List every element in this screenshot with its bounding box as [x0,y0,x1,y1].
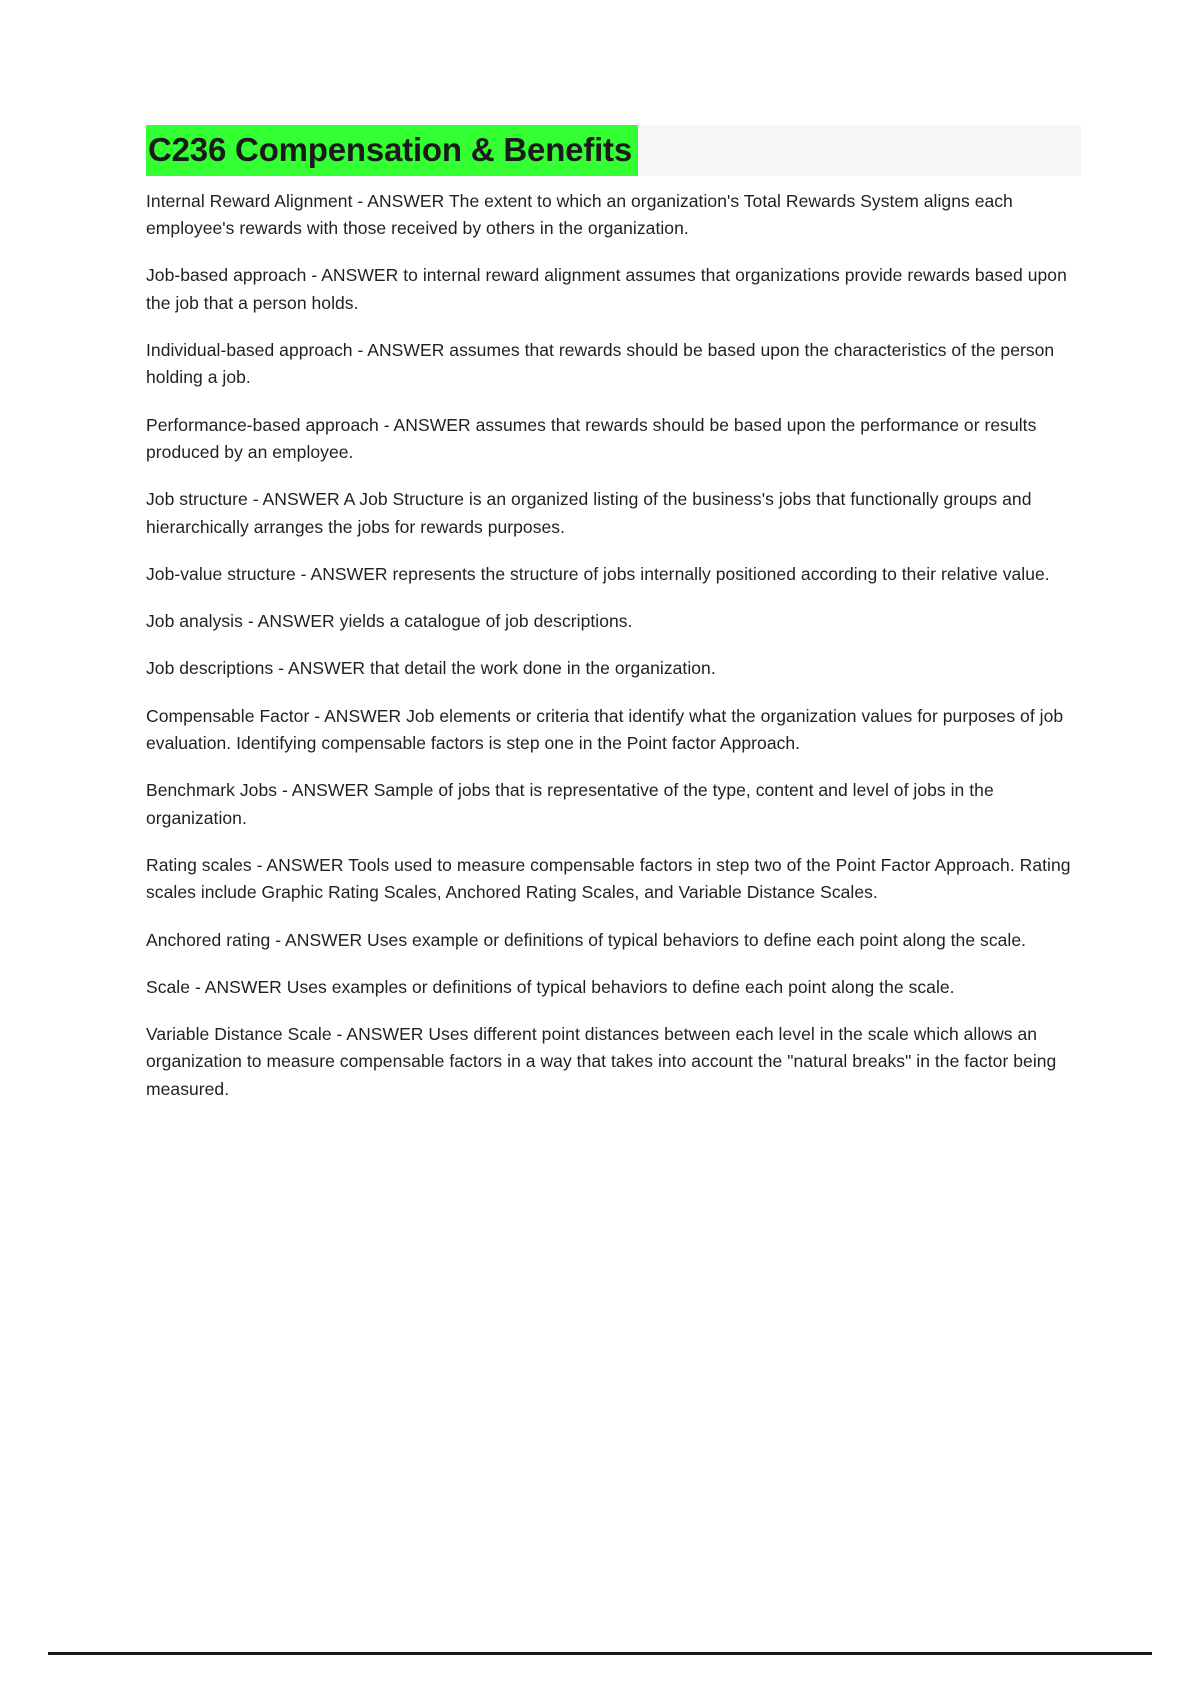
page-title: C236 Compensation & Benefits [146,125,638,176]
paragraph-14: Variable Distance Scale - ANSWER Uses different point distances between each level in the scale which allows an organization to measure compensable factors in a way that takes into account the "natural breaks" in the factor being measured. [146,1024,1057,1099]
paragraph-6: Job-value structure - ANSWER represents the structure of jobs internally positioned according to their relative value. [146,563,1050,584]
paragraph-5: Job structure - ANSWER A Job Structure is an organized listing of the business's jobs that functionally groups and hierarchically arranges the jobs for rewards purposes. [146,489,1032,537]
paragraph-11: Rating scales - ANSWER Tools used to measure compensable factors in step two of the Point Factor Approach. Rating scales include Graphic Rating Scales, Anchored Rating Scales, and Variable Distance Scales. [146,854,1071,903]
paragraph-2: Job-based approach - ANSWER to internal reward alignment assumes that organizations provide rewards based upon the job that a person holds. [146,265,1067,313]
paragraph-7: Job analysis - ANSWER yields a catalogue of job descriptions. [146,611,633,632]
title-banner [146,125,1081,176]
paragraph-12: Anchored rating - ANSWER Uses example or definitions of typical behaviors to define each point along the scale. [146,929,1027,950]
paragraph-9: Compensable Factor - ANSWER Job elements or criteria that identify what the organization values for purposes of job evaluation. Identifying compensable factors is step one in the Point factor Approach. [146,705,1064,754]
document-body [146,125,1081,1103]
paragraph-1: Internal Reward Alignment - ANSWER The extent to which an organization's Total Rewards System aligns each employee's rewards with those received by others in the organization. [146,190,1013,239]
paragraph-4: Performance-based approach - ANSWER assumes that rewards should be based upon the performance or results produced by an employee. [146,414,1037,462]
paragraph-8: Job descriptions - ANSWER that detail the work done in the organization. [146,658,716,679]
paragraph-13: Scale - ANSWER Uses examples or definitions of typical behaviors to define each point along the scale. [146,976,955,997]
paragraph-10: Benchmark Jobs - ANSWER Sample of jobs that is representative of the type, content and level of jobs in the organization. [146,780,994,828]
paragraph-3: Individual-based approach - ANSWER assumes that rewards should be based upon the characteristics of the person holding a job. [146,340,1055,388]
footer-divider [48,1652,1152,1655]
